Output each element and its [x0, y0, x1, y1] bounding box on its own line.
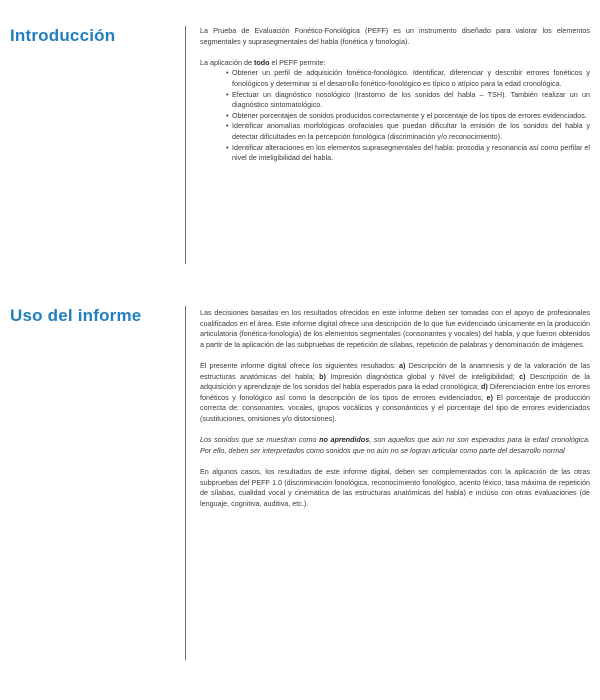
intro-bullet-list [226, 68, 590, 163]
usage-section [0, 296, 600, 700]
intro-divider [185, 26, 186, 264]
usage-paragraph-1: Las decisiones basadas en los resultados ofrecidos en este informe deben ser tomadas con el apoyo de profesionales cualificados en el área. Este informe digital ofrece una descripción de lo que fue evidenciado únicamente en la producción articulatoria (fonética-fonología) de los elementos segmentales (consonantes y vocales) del habla, y que fueron obtenidos a partir de la aplicación de las subpruebas de repetición de sílabas, repetición de palabras y denominación de imágenes. [200, 308, 590, 349]
intro-section [0, 0, 600, 270]
list-item: • Obtener porcentajes de sonidos producidos correctamente y el porcentaje de los tipos de errores evidenciados. [226, 111, 590, 122]
list-item: • Identificar anomalías morfológicas orofaciales que puedan dificultar la emisión de los sonidos del habla y detectar dificultades en la percepción fonológica (discriminación y/o reconocimiento). [226, 121, 590, 142]
usage-heading: Uso del informe [10, 306, 142, 325]
intro-heading: Introducción [10, 26, 116, 45]
usage-paragraph-3: Los sonidos que se muestran como no aprendidos, son aquellos que aún no son esperados para la edad cronológica. Por ello, deben ser interpretados como sonidos que no aún no se logran articular como parte del desarrollo normal [200, 435, 590, 455]
usage-paragraph-4: En algunos casos, los resultados de este informe digital, deben ser complementados con la aplicación de las otras subpruebas del PEFF 1.0 (discriminación fonológica, reconocimiento fonológico, acento léxico, tasa máxima de repetición de sílabas, cualidad vocal y cinemática de las estructuras anatómicas del habla) e incluso con otras evaluaciones (de lenguaje, cognitiva, auditiva, etc.). [200, 466, 590, 508]
list-item: • Identificar alteraciones en los elementos suprasegmentales del habla: prosodia y resonancia así como perfilar el nivel de inteligibilidad del habla. [226, 143, 590, 164]
usage-content [200, 308, 590, 520]
intro-content [200, 26, 590, 164]
usage-divider [185, 306, 186, 660]
intro-lead: La aplicación de todo el PEFF permite: [200, 57, 326, 67]
usage-paragraph-2: El presente informe digital ofrece los siguientes resultados: a) Descripción de la anamnesis y de la valoración de las estructuras anatómicas del habla; b) Impresión diagnóstica global y Nivel de inteligibilidad; c) Descripción de la adquisición y aprendizaje de los sonidos del habla esperados para la edad cronológica; d) Diferenciación entre los errores fonéticos y fonológico así como la descripción de los tipos de errores evidenciados; e) El porcentaje de producción correcta de: consonantes, vocales, grupos vocálicos y consonánticos y el porcentaje del tipo de errores evidenciados (sustituciones, omisiones y/o distorsiones). [200, 360, 590, 423]
intro-paragraph: La Prueba de Evaluación Fonético-Fonológica (PEFF) es un instrumento diseñado para valorar los elementos segmentales y suprasegmentales del habla (fonética y fonología). [200, 26, 590, 46]
list-item: • Obtener un perfil de adquisición fonético-fonológico. Identificar, diferenciar y describir errores fonéticos y fonológicos y determinar si el desarrollo fonético-fonológico es típico o atípico para la edad cronológica. [226, 68, 590, 89]
list-item: • Efectuar un diagnóstico nosológico (trastorno de los sonidos del habla – TSH). También realizar un un diagnóstico sintomatológico. [226, 90, 590, 111]
